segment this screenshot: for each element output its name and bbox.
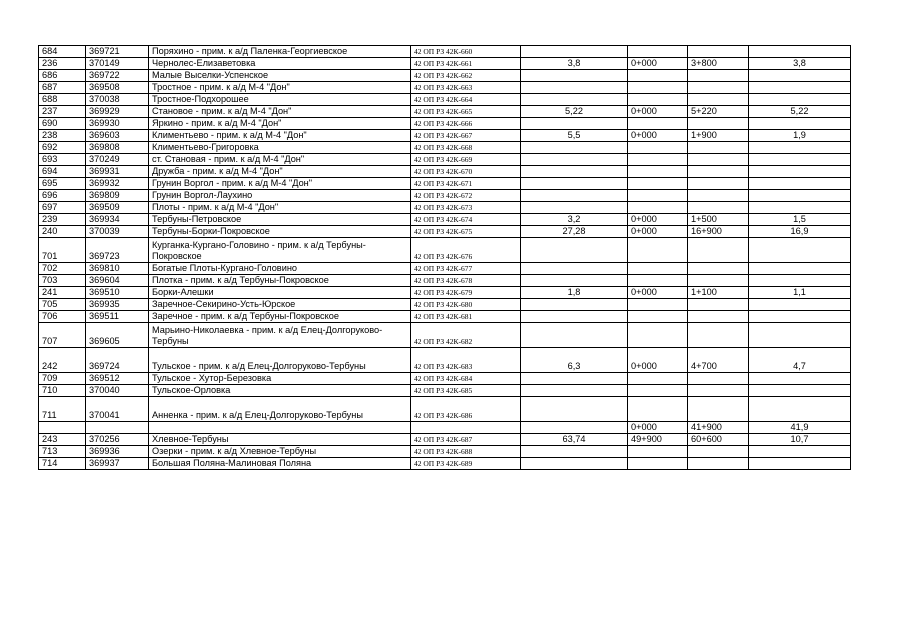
road-id-cell: 369512	[86, 373, 149, 385]
segment-start-cell	[628, 323, 688, 348]
segment-start-cell	[628, 82, 688, 94]
road-length-cell	[521, 373, 628, 385]
segment-length-cell	[749, 190, 851, 202]
segment-start-cell	[628, 202, 688, 214]
segment-end-cell	[688, 178, 749, 190]
row-number-cell: 236	[39, 58, 86, 70]
road-name-cell: Курганка-Кургано-Головино - прим. к а/д Тербуны-Покровское	[149, 238, 411, 263]
road-length-cell: 5,22	[521, 106, 628, 118]
road-id-cell: 369810	[86, 263, 149, 275]
road-name-cell: Тростное - прим. к а/д М-4 "Дон"	[149, 82, 411, 94]
road-code-cell: 42 ОП РЗ 42К-685	[411, 385, 521, 397]
road-length-cell	[521, 178, 628, 190]
row-number-cell: 703	[39, 275, 86, 287]
road-code-cell: 42 ОП РЗ 42К-664	[411, 94, 521, 106]
table-row	[39, 263, 851, 275]
row-number-cell: 701	[39, 238, 86, 263]
table-row	[39, 422, 851, 434]
road-id-cell: 369723	[86, 238, 149, 263]
road-length-cell: 3,8	[521, 58, 628, 70]
segment-length-cell	[749, 323, 851, 348]
table-row	[39, 311, 851, 323]
road-id-cell: 369510	[86, 287, 149, 299]
table-row	[39, 46, 851, 58]
segment-start-cell: 0+000	[628, 58, 688, 70]
segment-end-cell: 41+900	[688, 422, 749, 434]
segment-end-cell: 1+100	[688, 287, 749, 299]
road-length-cell	[521, 299, 628, 311]
segment-end-cell: 3+800	[688, 58, 749, 70]
road-id-cell: 369508	[86, 82, 149, 94]
table-row	[39, 70, 851, 82]
road-length-cell	[521, 311, 628, 323]
segment-start-cell	[628, 70, 688, 82]
road-id-cell: 369937	[86, 458, 149, 470]
road-length-cell	[521, 94, 628, 106]
segment-start-cell: 0+000	[628, 106, 688, 118]
segment-start-cell	[628, 275, 688, 287]
segment-length-cell	[749, 94, 851, 106]
road-length-cell	[521, 422, 628, 434]
segment-length-cell	[749, 263, 851, 275]
road-name-cell: Заречное - прим. к а/д Тербуны-Покровское	[149, 311, 411, 323]
road-name-cell: Становое - прим. к а/д М-4 "Дон"	[149, 106, 411, 118]
road-length-cell	[521, 263, 628, 275]
road-code-cell: 42 ОП РЗ 42К-667	[411, 130, 521, 142]
segment-end-cell	[688, 118, 749, 130]
road-code-cell: 42 ОП РЗ 42К-688	[411, 446, 521, 458]
road-id-cell: 369603	[86, 130, 149, 142]
segment-end-cell	[688, 458, 749, 470]
road-length-cell: 3,2	[521, 214, 628, 226]
road-code-cell: 42 ОП РЗ 42К-682	[411, 323, 521, 348]
road-name-cell: Озерки - прим. к а/д Хлевное-Тербуны	[149, 446, 411, 458]
segment-length-cell	[749, 46, 851, 58]
segment-length-cell: 1,1	[749, 287, 851, 299]
segment-start-cell: 49+900	[628, 434, 688, 446]
segment-start-cell	[628, 373, 688, 385]
table-row	[39, 385, 851, 397]
road-id-cell: 369808	[86, 142, 149, 154]
row-number-cell: 705	[39, 299, 86, 311]
segment-length-cell	[749, 299, 851, 311]
road-id-cell: 369934	[86, 214, 149, 226]
road-code-cell: 42 ОП РЗ 42К-675	[411, 226, 521, 238]
segment-start-cell	[628, 446, 688, 458]
segment-end-cell	[688, 299, 749, 311]
roads-table-body	[39, 46, 851, 470]
segment-length-cell	[749, 446, 851, 458]
segment-length-cell: 41,9	[749, 422, 851, 434]
road-name-cell: Тростное-Подхорошее	[149, 94, 411, 106]
table-row	[39, 275, 851, 287]
road-id-cell: 369929	[86, 106, 149, 118]
row-number-cell: 709	[39, 373, 86, 385]
row-number-cell: 688	[39, 94, 86, 106]
road-code-cell: 42 ОП РЗ 42К-671	[411, 178, 521, 190]
road-id-cell: 369722	[86, 70, 149, 82]
road-length-cell	[521, 397, 628, 422]
segment-end-cell: 5+220	[688, 106, 749, 118]
segment-length-cell	[749, 373, 851, 385]
road-code-cell: 42 ОП РЗ 42К-660	[411, 46, 521, 58]
segment-end-cell	[688, 238, 749, 263]
segment-end-cell	[688, 154, 749, 166]
road-length-cell	[521, 70, 628, 82]
segment-length-cell: 3,8	[749, 58, 851, 70]
road-id-cell: 370149	[86, 58, 149, 70]
table-row	[39, 226, 851, 238]
road-name-cell: Яркино - прим. к а/д М-4 "Дон"	[149, 118, 411, 130]
segment-start-cell	[628, 458, 688, 470]
road-id-cell: 369931	[86, 166, 149, 178]
segment-length-cell	[749, 275, 851, 287]
segment-length-cell	[749, 238, 851, 263]
road-length-cell	[521, 385, 628, 397]
road-code-cell: 42 ОП РЗ 42К-663	[411, 82, 521, 94]
road-name-cell	[149, 422, 411, 434]
segment-length-cell: 10,7	[749, 434, 851, 446]
road-length-cell	[521, 446, 628, 458]
road-length-cell	[521, 190, 628, 202]
row-number-cell: 239	[39, 214, 86, 226]
segment-end-cell	[688, 397, 749, 422]
road-name-cell: Тульское - прим. к а/д Елец-Долгоруково-Тербуны	[149, 348, 411, 373]
road-length-cell	[521, 458, 628, 470]
road-id-cell: 370256	[86, 434, 149, 446]
road-code-cell: 42 ОП РЗ 42К-669	[411, 154, 521, 166]
table-row	[39, 202, 851, 214]
segment-length-cell: 16,9	[749, 226, 851, 238]
segment-start-cell: 0+000	[628, 226, 688, 238]
segment-end-cell	[688, 311, 749, 323]
segment-end-cell	[688, 275, 749, 287]
table-row	[39, 142, 851, 154]
row-number-cell: 710	[39, 385, 86, 397]
segment-end-cell	[688, 446, 749, 458]
road-id-cell: 369605	[86, 323, 149, 348]
table-row	[39, 299, 851, 311]
segment-start-cell: 0+000	[628, 422, 688, 434]
road-length-cell	[521, 166, 628, 178]
road-code-cell: 42 ОП РЗ 42К-662	[411, 70, 521, 82]
road-length-cell	[521, 323, 628, 348]
row-number-cell: 695	[39, 178, 86, 190]
row-number-cell: 697	[39, 202, 86, 214]
road-name-cell: Малые Выселки-Успенское	[149, 70, 411, 82]
segment-length-cell	[749, 202, 851, 214]
segment-end-cell	[688, 323, 749, 348]
road-id-cell: 370038	[86, 94, 149, 106]
segment-end-cell	[688, 263, 749, 275]
road-code-cell: 42 ОП РЗ 42К-687	[411, 434, 521, 446]
road-name-cell: Тербуны-Петровское	[149, 214, 411, 226]
road-length-cell: 1,8	[521, 287, 628, 299]
road-id-cell: 369930	[86, 118, 149, 130]
row-number-cell: 238	[39, 130, 86, 142]
table-row	[39, 434, 851, 446]
road-name-cell: Тербуны-Борки-Покровское	[149, 226, 411, 238]
road-name-cell: Грунин Воргол-Лаухино	[149, 190, 411, 202]
segment-end-cell	[688, 166, 749, 178]
road-name-cell: Тульское-Орловка	[149, 385, 411, 397]
table-row	[39, 190, 851, 202]
road-id-cell: 370249	[86, 154, 149, 166]
road-code-cell: 42 ОП РЗ 42К-677	[411, 263, 521, 275]
segment-end-cell	[688, 46, 749, 58]
row-number-cell: 714	[39, 458, 86, 470]
segment-length-cell	[749, 142, 851, 154]
segment-end-cell	[688, 385, 749, 397]
table-row	[39, 94, 851, 106]
table-row	[39, 323, 851, 348]
segment-length-cell	[749, 118, 851, 130]
road-length-cell	[521, 46, 628, 58]
road-name-cell: Тульское - Хутор-Березовка	[149, 373, 411, 385]
row-number-cell: 694	[39, 166, 86, 178]
segment-length-cell	[749, 311, 851, 323]
road-code-cell: 42 ОП РЗ 42К-683	[411, 348, 521, 373]
segment-end-cell	[688, 142, 749, 154]
road-length-cell: 5,5	[521, 130, 628, 142]
road-name-cell: Климентьево - прим. к а/д М-4 "Дон"	[149, 130, 411, 142]
row-number-cell: 711	[39, 397, 86, 422]
row-number-cell: 702	[39, 263, 86, 275]
table-row	[39, 154, 851, 166]
road-id-cell	[86, 422, 149, 434]
road-code-cell: 42 ОП РЗ 42К-661	[411, 58, 521, 70]
row-number-cell: 687	[39, 82, 86, 94]
row-number-cell: 707	[39, 323, 86, 348]
road-name-cell: Хлевное-Тербуны	[149, 434, 411, 446]
segment-start-cell	[628, 311, 688, 323]
segment-start-cell	[628, 299, 688, 311]
road-id-cell: 369935	[86, 299, 149, 311]
road-name-cell: Большая Поляна-Малиновая Поляна	[149, 458, 411, 470]
table-row	[39, 397, 851, 422]
segment-end-cell	[688, 82, 749, 94]
segment-length-cell: 1,9	[749, 130, 851, 142]
table-row	[39, 178, 851, 190]
road-length-cell	[521, 118, 628, 130]
segment-length-cell	[749, 154, 851, 166]
road-name-cell: Анненка - прим. к а/д Елец-Долгоруково-Тербуны	[149, 397, 411, 422]
road-code-cell: 42 ОП РЗ 42К-672	[411, 190, 521, 202]
road-id-cell: 369932	[86, 178, 149, 190]
table-row	[39, 287, 851, 299]
road-length-cell: 6,3	[521, 348, 628, 373]
row-number-cell: 706	[39, 311, 86, 323]
road-id-cell: 370040	[86, 385, 149, 397]
table-row	[39, 458, 851, 470]
road-length-cell: 27,28	[521, 226, 628, 238]
segment-end-cell: 16+900	[688, 226, 749, 238]
table-row	[39, 214, 851, 226]
road-id-cell: 369511	[86, 311, 149, 323]
segment-length-cell	[749, 70, 851, 82]
segment-start-cell	[628, 178, 688, 190]
segment-end-cell	[688, 94, 749, 106]
road-name-cell: Плоты - прим. к а/д М-4 "Дон"	[149, 202, 411, 214]
segment-end-cell: 60+600	[688, 434, 749, 446]
road-id-cell: 370039	[86, 226, 149, 238]
road-length-cell	[521, 275, 628, 287]
row-number-cell: 243	[39, 434, 86, 446]
road-id-cell: 369509	[86, 202, 149, 214]
segment-length-cell: 4,7	[749, 348, 851, 373]
road-length-cell	[521, 202, 628, 214]
road-id-cell: 369604	[86, 275, 149, 287]
segment-start-cell	[628, 238, 688, 263]
road-code-cell: 42 ОП РЗ 42К-681	[411, 311, 521, 323]
row-number-cell	[39, 422, 86, 434]
segment-start-cell	[628, 154, 688, 166]
segment-length-cell: 5,22	[749, 106, 851, 118]
road-name-cell: Чернолес-Елизаветовка	[149, 58, 411, 70]
segment-start-cell	[628, 118, 688, 130]
road-name-cell: Климентьево-Григоровка	[149, 142, 411, 154]
road-code-cell: 42 ОП РЗ 42К-678	[411, 275, 521, 287]
segment-end-cell: 1+500	[688, 214, 749, 226]
segment-start-cell	[628, 166, 688, 178]
table-row	[39, 373, 851, 385]
road-id-cell: 369936	[86, 446, 149, 458]
segment-start-cell	[628, 142, 688, 154]
segment-length-cell	[749, 397, 851, 422]
road-name-cell: Грунин Воргол - прим. к а/д М-4 "Дон"	[149, 178, 411, 190]
segment-length-cell: 1,5	[749, 214, 851, 226]
road-name-cell: Поряхино - прим. к а/д Паленка-Георгиевское	[149, 46, 411, 58]
row-number-cell: 240	[39, 226, 86, 238]
table-row	[39, 446, 851, 458]
road-name-cell: Плотка - прим. к а/д Тербуны-Покровское	[149, 275, 411, 287]
row-number-cell: 241	[39, 287, 86, 299]
segment-end-cell: 4+700	[688, 348, 749, 373]
row-number-cell: 237	[39, 106, 86, 118]
road-name-cell: ст. Становая - прим. к а/д М-4 "Дон"	[149, 154, 411, 166]
road-id-cell: 370041	[86, 397, 149, 422]
table-row	[39, 58, 851, 70]
road-code-cell: 42 ОП РЗ 42К-668	[411, 142, 521, 154]
road-code-cell: 42 ОП РЗ 42К-684	[411, 373, 521, 385]
road-code-cell: 42 ОП РЗ 42К-673	[411, 202, 521, 214]
segment-end-cell	[688, 190, 749, 202]
road-name-cell: Марьино-Николаевка - прим. к а/д Елец-Долгоруково-Тербуны	[149, 323, 411, 348]
row-number-cell: 696	[39, 190, 86, 202]
roads-table	[38, 45, 851, 470]
table-row	[39, 238, 851, 263]
road-id-cell: 369809	[86, 190, 149, 202]
table-row	[39, 106, 851, 118]
road-length-cell: 63,74	[521, 434, 628, 446]
road-code-cell: 42 ОП РЗ 42К-679	[411, 287, 521, 299]
segment-end-cell	[688, 373, 749, 385]
segment-length-cell	[749, 458, 851, 470]
segment-start-cell: 0+000	[628, 287, 688, 299]
segment-start-cell: 0+000	[628, 214, 688, 226]
row-number-cell: 690	[39, 118, 86, 130]
row-number-cell: 713	[39, 446, 86, 458]
segment-length-cell	[749, 82, 851, 94]
road-code-cell: 42 ОП РЗ 42К-680	[411, 299, 521, 311]
road-length-cell	[521, 154, 628, 166]
segment-end-cell	[688, 70, 749, 82]
segment-start-cell: 0+000	[628, 130, 688, 142]
segment-start-cell	[628, 263, 688, 275]
table-row	[39, 166, 851, 178]
row-number-cell: 693	[39, 154, 86, 166]
segment-length-cell	[749, 166, 851, 178]
segment-end-cell: 1+900	[688, 130, 749, 142]
segment-start-cell: 0+000	[628, 348, 688, 373]
road-name-cell: Богатые Плоты-Кургано-Головино	[149, 263, 411, 275]
segment-start-cell	[628, 94, 688, 106]
road-length-cell	[521, 142, 628, 154]
segment-start-cell	[628, 397, 688, 422]
road-name-cell: Заречное-Секирино-Усть-Юрское	[149, 299, 411, 311]
road-name-cell: Борки-Алешки	[149, 287, 411, 299]
segment-start-cell	[628, 46, 688, 58]
road-code-cell: 42 ОП РЗ 42К-666	[411, 118, 521, 130]
road-code-cell: 42 ОП РЗ 42К-686	[411, 397, 521, 422]
road-name-cell: Дружба - прим. к а/д М-4 "Дон"	[149, 166, 411, 178]
segment-end-cell	[688, 202, 749, 214]
road-code-cell: 42 ОП РЗ 42К-676	[411, 238, 521, 263]
segment-start-cell	[628, 385, 688, 397]
road-length-cell	[521, 238, 628, 263]
table-row	[39, 130, 851, 142]
row-number-cell: 242	[39, 348, 86, 373]
table-row	[39, 348, 851, 373]
road-code-cell: 42 ОП РЗ 42К-665	[411, 106, 521, 118]
segment-length-cell	[749, 178, 851, 190]
road-code-cell: 42 ОП РЗ 42К-674	[411, 214, 521, 226]
road-id-cell: 369724	[86, 348, 149, 373]
table-row	[39, 82, 851, 94]
segment-start-cell	[628, 190, 688, 202]
row-number-cell: 692	[39, 142, 86, 154]
road-length-cell	[521, 82, 628, 94]
segment-length-cell	[749, 385, 851, 397]
row-number-cell: 684	[39, 46, 86, 58]
row-number-cell: 686	[39, 70, 86, 82]
road-code-cell: 42 ОП РЗ 42К-670	[411, 166, 521, 178]
road-code-cell	[411, 422, 521, 434]
road-id-cell: 369721	[86, 46, 149, 58]
road-code-cell: 42 ОП РЗ 42К-689	[411, 458, 521, 470]
table-row	[39, 118, 851, 130]
